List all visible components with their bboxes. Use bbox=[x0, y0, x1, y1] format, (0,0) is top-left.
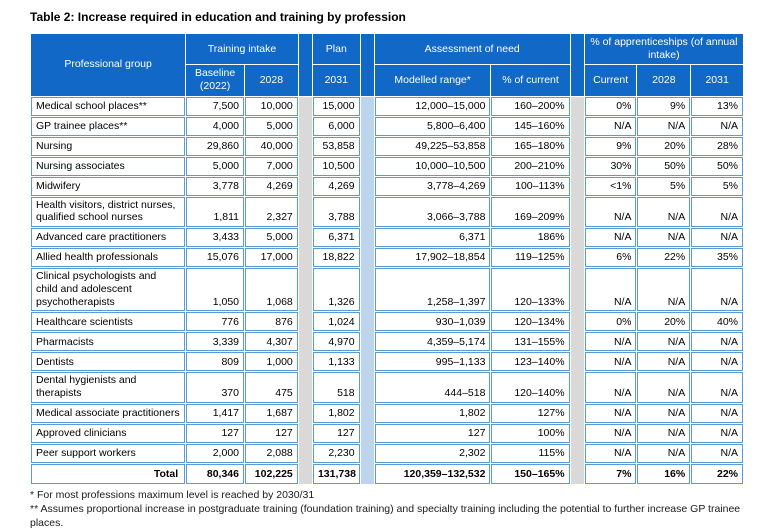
cell-value: 995–1,133 bbox=[375, 352, 491, 371]
cell-value: 20% bbox=[637, 137, 690, 156]
cell-value: 4,000 bbox=[186, 117, 244, 136]
footnotes bbox=[30, 488, 742, 531]
cell-value: 1,000 bbox=[245, 352, 298, 371]
cell-value: 40,000 bbox=[245, 137, 298, 156]
cell-value: 100–113% bbox=[491, 177, 569, 196]
cell-profession: Health visitors, district nurses, qualified school nurses bbox=[31, 197, 185, 228]
page-title: Table 2: Increase required in education and training by profession bbox=[30, 10, 406, 24]
cell-value: 200–210% bbox=[491, 157, 569, 176]
table-row bbox=[31, 444, 743, 463]
cell-profession: Midwifery bbox=[31, 177, 185, 196]
cell-value: 9% bbox=[637, 97, 690, 116]
education-training-table bbox=[30, 33, 744, 485]
cell-value: N/A bbox=[637, 404, 690, 423]
cell-value: 444–518 bbox=[375, 372, 491, 403]
cell-value: 4,359–5,174 bbox=[375, 332, 491, 351]
cell-value: 7,500 bbox=[186, 97, 244, 116]
cell-value: 160–200% bbox=[491, 97, 569, 116]
cell-profession: Nursing bbox=[31, 137, 185, 156]
cell-value: 20% bbox=[637, 312, 690, 331]
table-header bbox=[31, 34, 743, 96]
cell-value: 4,970 bbox=[313, 332, 360, 351]
cell-value: N/A bbox=[585, 228, 637, 247]
cell-value: 475 bbox=[245, 372, 298, 403]
cell-value: 10,000–10,500 bbox=[375, 157, 491, 176]
table-row bbox=[31, 312, 743, 331]
cell-value: 2,230 bbox=[313, 444, 360, 463]
cell-value: 1,258–1,397 bbox=[375, 268, 491, 311]
cell-profession: Medical associate practitioners bbox=[31, 404, 185, 423]
table-row bbox=[31, 157, 743, 176]
header-baseline-2022: Baseline (2022) bbox=[186, 65, 244, 95]
cell-value: 0% bbox=[585, 312, 637, 331]
cell-value: 1,811 bbox=[186, 197, 244, 228]
cell-value: 4,269 bbox=[313, 177, 360, 196]
cell-value: N/A bbox=[691, 228, 743, 247]
cell-value: 102,225 bbox=[245, 464, 298, 484]
cell-value: N/A bbox=[637, 424, 690, 443]
header-spacer bbox=[299, 34, 312, 96]
cell-value: 115% bbox=[491, 444, 569, 463]
cell-value: N/A bbox=[585, 268, 637, 311]
cell-value: 809 bbox=[186, 352, 244, 371]
cell-profession: Dental hygienists and therapists bbox=[31, 372, 185, 403]
cell-value: 6,000 bbox=[313, 117, 360, 136]
cell-value: 119–125% bbox=[491, 248, 569, 267]
header-percent-of-current: % of current bbox=[491, 65, 569, 95]
header-2031: 2031 bbox=[313, 65, 360, 95]
column-spacer bbox=[571, 97, 584, 485]
cell-value: 12,000–15,000 bbox=[375, 97, 491, 116]
cell-profession: GP trainee places** bbox=[31, 117, 185, 136]
cell-value: 2,302 bbox=[375, 444, 491, 463]
cell-value: 18,822 bbox=[313, 248, 360, 267]
cell-profession: Peer support workers bbox=[31, 444, 185, 463]
cell-value: 370 bbox=[186, 372, 244, 403]
cell-value: 876 bbox=[245, 312, 298, 331]
footnote-1: * For most professions maximum level is reached by 2030/31 bbox=[30, 489, 315, 502]
cell-value: N/A bbox=[585, 197, 637, 228]
cell-value: 169–209% bbox=[491, 197, 569, 228]
cell-value: N/A bbox=[691, 372, 743, 403]
cell-value: 35% bbox=[691, 248, 743, 267]
cell-value: 15,076 bbox=[186, 248, 244, 267]
cell-profession: Allied health professionals bbox=[31, 248, 185, 267]
cell-value: 131–155% bbox=[491, 332, 569, 351]
cell-value: 53,858 bbox=[313, 137, 360, 156]
column-spacer bbox=[361, 97, 374, 485]
cell-value: 776 bbox=[186, 312, 244, 331]
table-body bbox=[31, 97, 743, 485]
cell-value: N/A bbox=[637, 352, 690, 371]
table-row bbox=[31, 372, 743, 403]
cell-value: N/A bbox=[585, 352, 637, 371]
cell-value: 17,902–18,854 bbox=[375, 248, 491, 267]
cell-value: 120,359–132,532 bbox=[375, 464, 491, 484]
cell-value: 4,307 bbox=[245, 332, 298, 351]
cell-value: 0% bbox=[585, 97, 637, 116]
cell-value: N/A bbox=[585, 404, 637, 423]
table-row bbox=[31, 424, 743, 443]
header-apprentice-2028: 2028 bbox=[637, 65, 690, 95]
header-training-intake: Training intake bbox=[186, 34, 298, 64]
header-plan: Plan bbox=[313, 34, 360, 64]
table-row bbox=[31, 228, 743, 247]
cell-value: N/A bbox=[637, 197, 690, 228]
cell-value: 127 bbox=[186, 424, 244, 443]
cell-value: 2,000 bbox=[186, 444, 244, 463]
table-row bbox=[31, 268, 743, 311]
header-professional-group: Professional group bbox=[31, 34, 185, 96]
cell-value: 50% bbox=[691, 157, 743, 176]
cell-value: 9% bbox=[585, 137, 637, 156]
cell-value: 5% bbox=[637, 177, 690, 196]
cell-value: 150–165% bbox=[491, 464, 569, 484]
cell-value: N/A bbox=[585, 117, 637, 136]
table-row bbox=[31, 117, 743, 136]
cell-value: 100% bbox=[491, 424, 569, 443]
cell-value: 10,000 bbox=[245, 97, 298, 116]
cell-value: 30% bbox=[585, 157, 637, 176]
cell-value: N/A bbox=[637, 268, 690, 311]
cell-value: 1,802 bbox=[375, 404, 491, 423]
cell-value: 120–133% bbox=[491, 268, 569, 311]
cell-value: 16% bbox=[637, 464, 690, 484]
cell-value: N/A bbox=[585, 372, 637, 403]
cell-value: 22% bbox=[637, 248, 690, 267]
cell-value: N/A bbox=[691, 197, 743, 228]
footnote-2: ** Assumes proportional increase in postgraduate training (foundation training) and specialty training including the potential to further increase GP trainee places. bbox=[30, 503, 741, 530]
cell-value: 2,327 bbox=[245, 197, 298, 228]
cell-value: 518 bbox=[313, 372, 360, 403]
cell-profession: Advanced care practitioners bbox=[31, 228, 185, 247]
table-row bbox=[31, 97, 743, 116]
total-row bbox=[31, 464, 743, 484]
cell-value: 120–140% bbox=[491, 372, 569, 403]
header-apprentice-current: Current bbox=[585, 65, 637, 95]
cell-value: 29,860 bbox=[186, 137, 244, 156]
table-row bbox=[31, 137, 743, 156]
cell-value: 3,339 bbox=[186, 332, 244, 351]
cell-value: 127 bbox=[375, 424, 491, 443]
cell-value: N/A bbox=[637, 117, 690, 136]
column-spacer bbox=[299, 97, 312, 485]
cell-value: 1,133 bbox=[313, 352, 360, 371]
header-apprenticeships: % of apprenticeships (of annual intake) bbox=[585, 34, 743, 64]
header-spacer bbox=[571, 34, 584, 96]
cell-value: N/A bbox=[585, 444, 637, 463]
cell-profession: Nursing associates bbox=[31, 157, 185, 176]
cell-value: 1,802 bbox=[313, 404, 360, 423]
cell-value: 3,778–4,269 bbox=[375, 177, 491, 196]
cell-value: 50% bbox=[637, 157, 690, 176]
header-assessment-of-need: Assessment of need bbox=[375, 34, 570, 64]
cell-value: N/A bbox=[691, 444, 743, 463]
cell-value: 2,088 bbox=[245, 444, 298, 463]
header-2028: 2028 bbox=[245, 65, 298, 95]
cell-value: 120–134% bbox=[491, 312, 569, 331]
cell-value: N/A bbox=[691, 117, 743, 136]
cell-value: 1,024 bbox=[313, 312, 360, 331]
cell-value: 5,800–6,400 bbox=[375, 117, 491, 136]
cell-value: 123–140% bbox=[491, 352, 569, 371]
table-row bbox=[31, 248, 743, 267]
cell-profession: Healthcare scientists bbox=[31, 312, 185, 331]
cell-value: 28% bbox=[691, 137, 743, 156]
cell-value: 80,346 bbox=[186, 464, 244, 484]
cell-profession: Medical school places** bbox=[31, 97, 185, 116]
table-row bbox=[31, 177, 743, 196]
cell-value: 1,050 bbox=[186, 268, 244, 311]
cell-profession: Pharmacists bbox=[31, 332, 185, 351]
cell-value: 127% bbox=[491, 404, 569, 423]
cell-value: 6% bbox=[585, 248, 637, 267]
table-row bbox=[31, 332, 743, 351]
cell-value: 1,687 bbox=[245, 404, 298, 423]
cell-value: 6,371 bbox=[375, 228, 491, 247]
table-row bbox=[31, 352, 743, 371]
cell-value: 49,225–53,858 bbox=[375, 137, 491, 156]
cell-value: N/A bbox=[691, 404, 743, 423]
cell-value: 127 bbox=[245, 424, 298, 443]
cell-value: 7% bbox=[585, 464, 637, 484]
cell-value: N/A bbox=[585, 424, 637, 443]
cell-value: 13% bbox=[691, 97, 743, 116]
cell-value: N/A bbox=[637, 372, 690, 403]
cell-value: 5,000 bbox=[245, 228, 298, 247]
cell-value: 1,068 bbox=[245, 268, 298, 311]
cell-profession: Total bbox=[31, 464, 185, 484]
cell-value: 186% bbox=[491, 228, 569, 247]
cell-value: N/A bbox=[637, 228, 690, 247]
cell-value: N/A bbox=[691, 424, 743, 443]
table-row bbox=[31, 197, 743, 228]
cell-value: N/A bbox=[637, 332, 690, 351]
cell-value: 6,371 bbox=[313, 228, 360, 247]
cell-value: N/A bbox=[691, 268, 743, 311]
cell-value: 17,000 bbox=[245, 248, 298, 267]
cell-value: N/A bbox=[637, 444, 690, 463]
cell-value: 5,000 bbox=[245, 117, 298, 136]
cell-value: 145–160% bbox=[491, 117, 569, 136]
cell-value: 165–180% bbox=[491, 137, 569, 156]
cell-value: 3,066–3,788 bbox=[375, 197, 491, 228]
cell-value: N/A bbox=[585, 332, 637, 351]
cell-profession: Approved clinicians bbox=[31, 424, 185, 443]
cell-value: 3,778 bbox=[186, 177, 244, 196]
cell-value: 10,500 bbox=[313, 157, 360, 176]
table-row bbox=[31, 404, 743, 423]
cell-value: 3,433 bbox=[186, 228, 244, 247]
cell-value: 5,000 bbox=[186, 157, 244, 176]
cell-value: 7,000 bbox=[245, 157, 298, 176]
cell-value: 930–1,039 bbox=[375, 312, 491, 331]
cell-value: N/A bbox=[691, 352, 743, 371]
cell-profession: Clinical psychologists and child and adolescent psychotherapists bbox=[31, 268, 185, 311]
cell-value: N/A bbox=[691, 332, 743, 351]
cell-value: 127 bbox=[313, 424, 360, 443]
cell-value: 4,269 bbox=[245, 177, 298, 196]
cell-value: 22% bbox=[691, 464, 743, 484]
cell-value: 40% bbox=[691, 312, 743, 331]
header-modelled-range: Modelled range* bbox=[375, 65, 491, 95]
cell-value: 1,326 bbox=[313, 268, 360, 311]
cell-value: <1% bbox=[585, 177, 637, 196]
cell-value: 15,000 bbox=[313, 97, 360, 116]
cell-value: 1,417 bbox=[186, 404, 244, 423]
cell-value: 3,788 bbox=[313, 197, 360, 228]
cell-value: 131,738 bbox=[313, 464, 360, 484]
header-apprentice-2031: 2031 bbox=[691, 65, 743, 95]
header-spacer bbox=[361, 34, 374, 96]
cell-profession: Dentists bbox=[31, 352, 185, 371]
cell-value: 5% bbox=[691, 177, 743, 196]
